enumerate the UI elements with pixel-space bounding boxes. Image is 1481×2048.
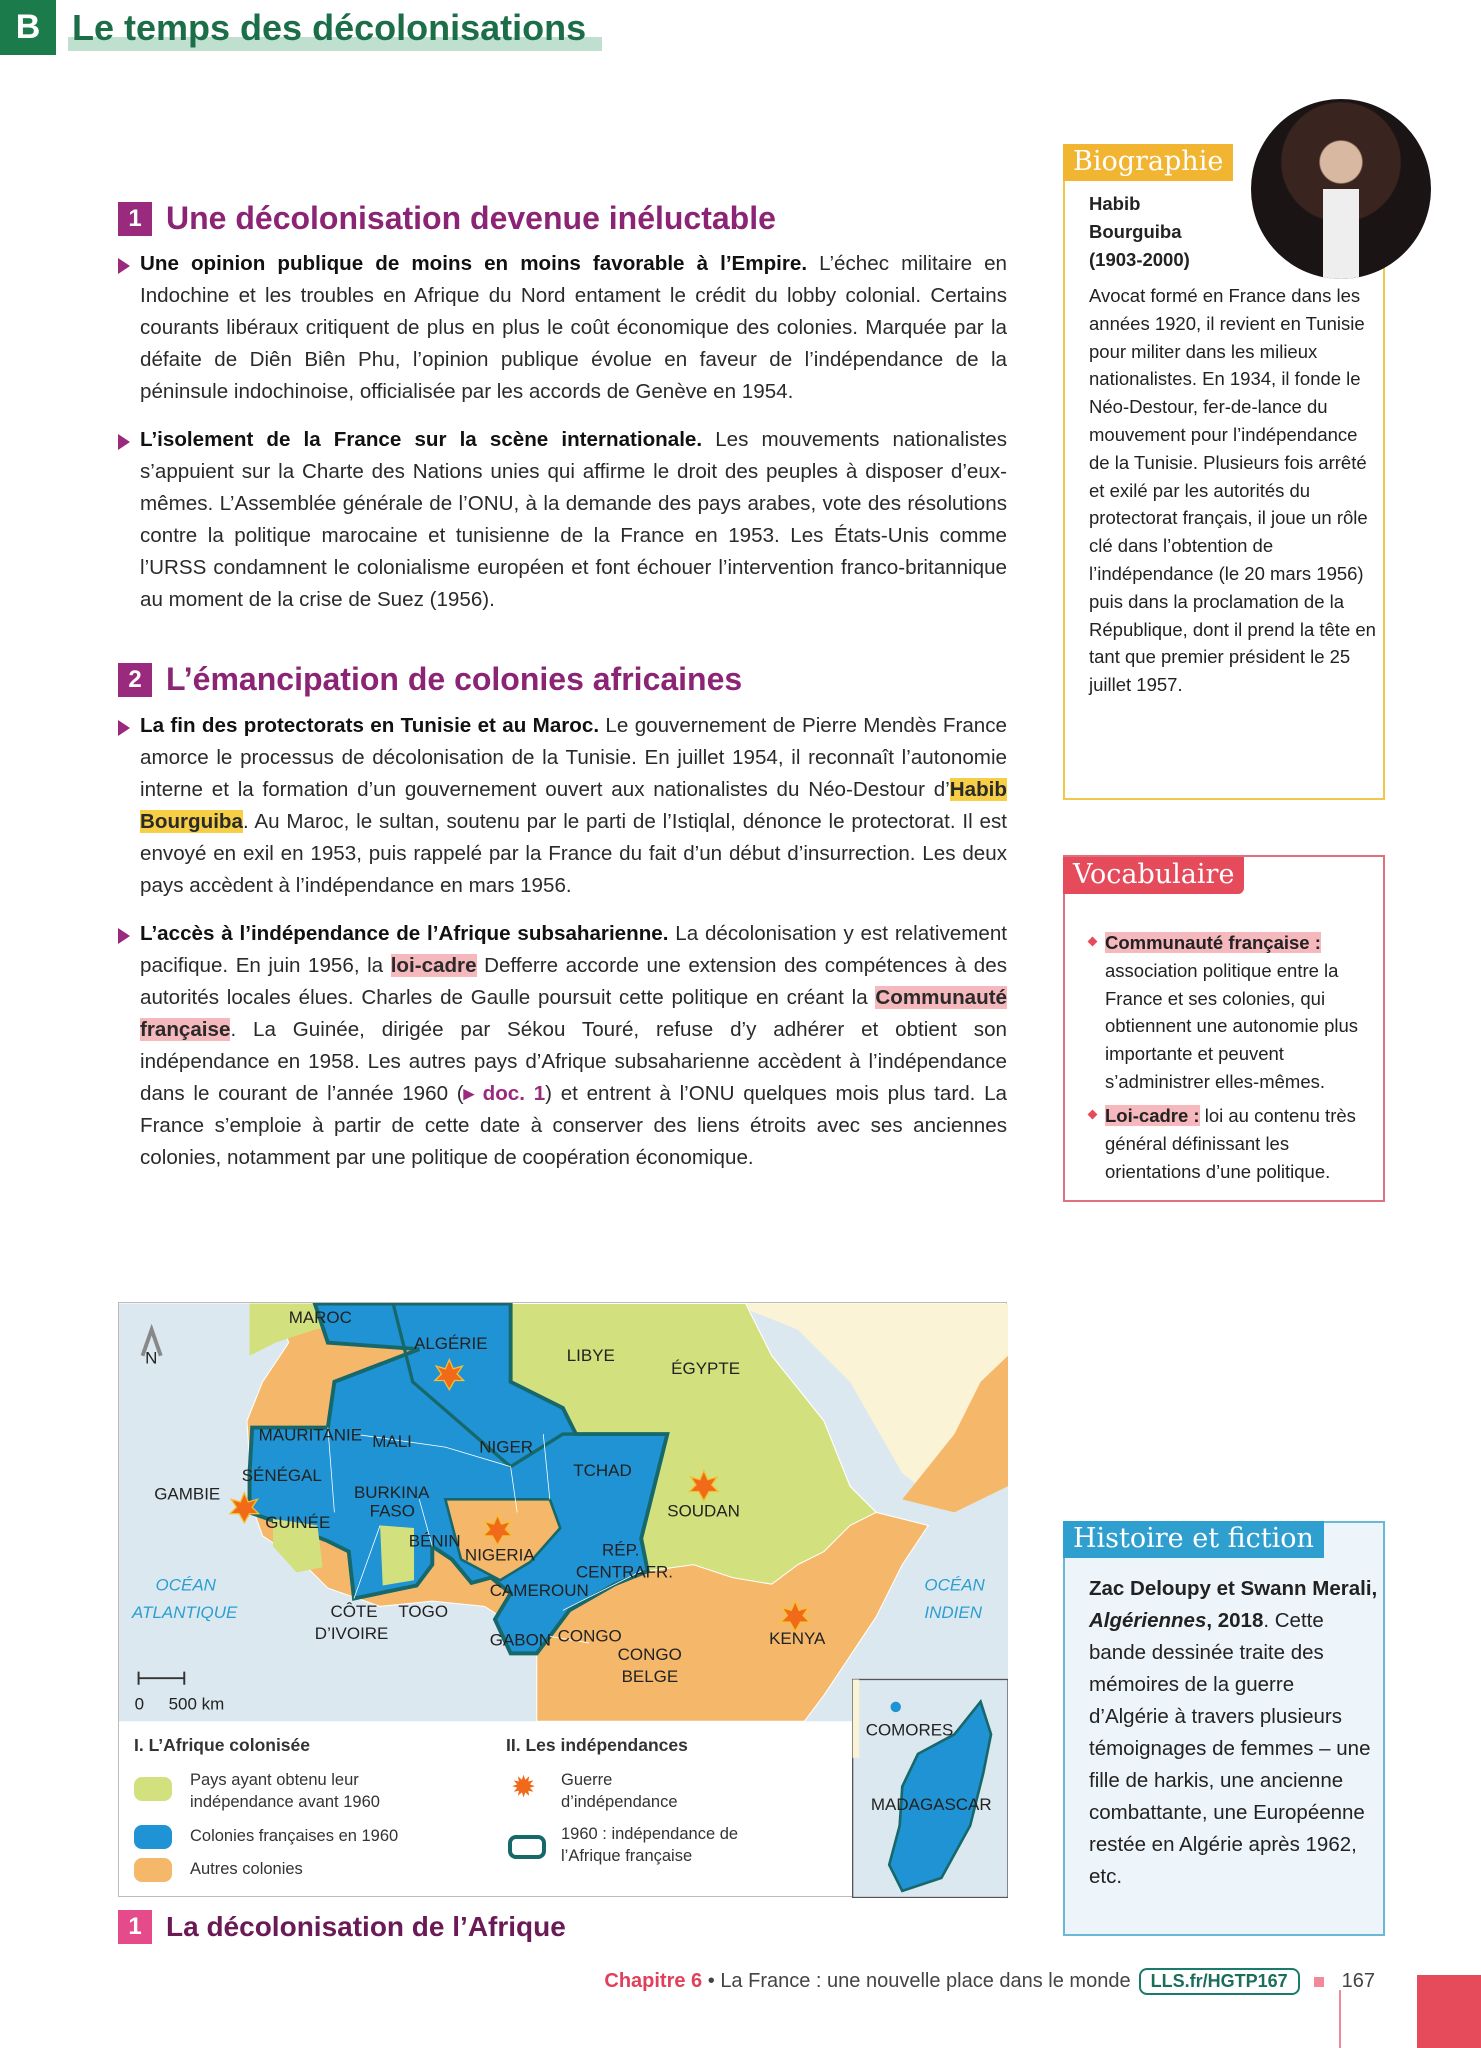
svg-text:COMORES: COMORES <box>865 1720 954 1740</box>
svg-text:GAMBIE: GAMBIE <box>154 1484 221 1504</box>
paragraph-text: ) et entrent à l’ONU quelques mois plus tard. La France s’emploie à partir de cette date à conserver des liens étroits avec ses anciennes colonies, notamment par une politique de coopération économique. <box>140 1082 1007 1169</box>
svg-text:ALGÉRIE: ALGÉRIE <box>414 1334 488 1354</box>
svg-text:CÔTE: CÔTE <box>330 1601 378 1621</box>
vocab-term: Loi-cadre : <box>1105 1105 1200 1126</box>
paragraph-lead: L’accès à l’indépendance de l’Afrique subsaharienne. <box>140 922 669 945</box>
footer-link[interactable]: LLS.fr/HGTP167 <box>1139 1968 1300 1995</box>
legend-heading-independences: II. Les indépendances <box>506 1735 688 1755</box>
section-2-heading <box>118 661 742 698</box>
vocab-loi-cadre-link[interactable]: loi-cadre <box>390 954 477 977</box>
history-fiction-tag: Histoire et fiction <box>1063 1521 1324 1558</box>
highlight-bourguiba-link[interactable]: Habib Bourguiba <box>140 778 1007 833</box>
footer-divider <box>1339 1990 1341 2048</box>
paragraph-text: Les mouvements nationalistes s’appuient sur la Charte des Nations unies qui affirme le droit des peuples à disposer d’eux-mêmes. L’Assemblée générale de l’ONU, à la demande des pays arabes, vote des résolutions contre la politique marocaine et tunisienne de la France en 1953. Les États-Unis comme l’URSS condamnent le colonialisme européen et font échouer l’intervention franco-britannique au moment de la crise de Suez (1956). <box>140 428 1007 611</box>
bullet-icon <box>118 434 130 450</box>
diamond-icon <box>1088 1110 1098 1120</box>
legend-item: Pays ayant obtenu leur indépendance avant 1960 <box>190 1771 380 1811</box>
svg-text:N: N <box>145 1348 158 1368</box>
vocabulary-box <box>1063 855 1385 1202</box>
legend-item: Colonies françaises en 1960 <box>190 1827 399 1845</box>
paragraph-text: . Au Maroc, le sultan, soutenu par le parti de l’Istiqlal, dénonce le protectorat. Il est envoyé en exil en 1953, puis rappelé par la France du fait d’un début d’insurrection. Les deux pays accèdent à l’indépendance en mars 1956. <box>140 810 1007 897</box>
vocab-communaute-link[interactable]: Communauté française <box>140 986 1007 1041</box>
paragraph-lead: La fin des protectorats en Tunisie et au Maroc. <box>140 714 600 737</box>
paragraph-text: L’échec militaire en Indochine et les troubles en Afrique du Nord entament le crédit du lobby colonial. Certains courants libéraux critiquent de plus en plus le coût économique des colonies. Marquée par la défaite de Diên Biên Phu, l’opinion publique évolue en faveur de l’indépendance de la péninsule indochinoise, officialisée par les accords de Genève en 1954. <box>140 252 1007 403</box>
legend-heading-colonized: I. L’Afrique colonisée <box>134 1735 311 1755</box>
war-star-icon: ✹ <box>511 1771 537 1804</box>
svg-text:FASO: FASO <box>369 1501 415 1521</box>
paragraph-isolation <box>140 424 1007 616</box>
page-number: 167 <box>1341 1970 1375 1992</box>
vocab-item <box>1105 1102 1375 1185</box>
biography-box <box>1063 144 1385 800</box>
svg-text:BURKINA: BURKINA <box>353 1483 430 1503</box>
svg-text:SÉNÉGAL: SÉNÉGAL <box>241 1466 322 1486</box>
svg-text:CONGO: CONGO <box>617 1644 682 1664</box>
svg-text:D’IVOIRE: D’IVOIRE <box>314 1624 389 1644</box>
section-b-heading <box>0 0 1481 55</box>
section-letter: B <box>0 0 56 55</box>
svg-text:MADAGASCAR: MADAGASCAR <box>870 1795 992 1815</box>
paragraph-text: La décolonisation y est relativement pacifique. En juin 1956, la <box>140 922 1007 977</box>
history-fiction-box <box>1063 1521 1385 1936</box>
svg-text:BÉNIN: BÉNIN <box>408 1531 461 1551</box>
paragraph-subsaharan <box>140 918 1007 1174</box>
bullet-icon <box>118 258 130 274</box>
svg-text:RÉP.: RÉP. <box>602 1540 640 1560</box>
diamond-icon <box>1088 937 1098 947</box>
africa-decolonization-map <box>118 1302 1007 1897</box>
footer-separator: • <box>702 1970 721 1992</box>
paragraph-lead: Une opinion publique de moins en moins favorable à l’Empire. <box>140 252 808 275</box>
svg-text:0: 0 <box>134 1694 145 1714</box>
legend-item: Guerre d’indépendance <box>561 1771 678 1811</box>
svg-text:INDIEN: INDIEN <box>924 1603 982 1623</box>
paragraph-text: Defferre accorde une extension des compétences à des autorités locales élues. Charles de Gaulle poursuit cette politique en créant la <box>140 954 1008 1009</box>
paragraph-public-opinion <box>140 248 1007 408</box>
paragraph-lead: L’isolement de la France sur la scène internationale. <box>140 428 703 451</box>
vocab-definition: loi au contenu très général définissant les orientations d’une politique. <box>1105 1105 1356 1182</box>
svg-text:LIBYE: LIBYE <box>566 1345 615 1365</box>
svg-text:TCHAD: TCHAD <box>573 1460 632 1480</box>
svg-text:CONGO: CONGO <box>557 1626 622 1646</box>
caption-title: La décolonisation de l’Afrique <box>166 1911 566 1942</box>
paragraph-protectorates <box>140 710 1007 902</box>
svg-text:GABON: GABON <box>489 1630 552 1650</box>
section-number: 2 <box>118 663 152 697</box>
caption-number: 1 <box>118 1910 152 1944</box>
legend-item: 1960 : indépendance de l’Afrique française <box>561 1825 739 1865</box>
page-corner-tab <box>1417 1975 1481 2048</box>
paragraph-text: . La Guinée, dirigée par Sékou Touré, refuse d’y adhérer et obtient son indépendance en 1958. Les autres pays d’Afrique subsaharienne accèdent à l’indépendance dans le courant de l’année 1960 ( <box>140 1018 1007 1105</box>
footer-chapter-title: La France : une nouvelle place dans le monde <box>720 1970 1131 1992</box>
footer-marker <box>1314 1977 1324 1987</box>
svg-text:ÉGYPTE: ÉGYPTE <box>671 1359 741 1379</box>
page-footer <box>604 1968 1375 1995</box>
svg-text:MAROC: MAROC <box>288 1308 352 1328</box>
svg-text:CAMEROUN: CAMEROUN <box>489 1580 589 1600</box>
bullet-icon <box>118 928 130 944</box>
legend-item: Autres colonies <box>190 1860 303 1878</box>
svg-text:500 km: 500 km <box>168 1694 225 1714</box>
section-title: Une décolonisation devenue inéluctable <box>166 200 776 236</box>
vocab-term: Communauté française : <box>1105 932 1321 953</box>
madagascar-inset <box>853 1679 1008 1897</box>
vocab-definition: association politique entre la France et ses colonies, qui obtiennent une autonomie plus importante et peuvent s’administrer elles-mêmes. <box>1105 959 1359 1092</box>
section-title: L’émancipation de colonies africaines <box>166 661 743 697</box>
svg-text:CENTRAFR.: CENTRAFR. <box>575 1562 674 1582</box>
svg-text:OCÉAN: OCÉAN <box>155 1575 216 1595</box>
legend-swatch-blue <box>134 1825 172 1849</box>
vocab-item <box>1105 929 1375 1096</box>
svg-text:GUINÉE: GUINÉE <box>265 1513 331 1533</box>
svg-text:ATLANTIQUE: ATLANTIQUE <box>132 1603 238 1623</box>
doc-reference-link[interactable]: ▸ doc. 1 <box>463 1082 546 1105</box>
svg-text:TOGO: TOGO <box>398 1601 449 1621</box>
section-1-heading <box>118 200 776 237</box>
section-number: 1 <box>118 202 152 236</box>
footer-chapter: Chapitre 6 <box>604 1970 703 1992</box>
paragraph-text: Le gouvernement de Pierre Mendès France amorce le processus de décolonisation de la Tunisie. En juillet 1954, il reconnaît l’autonomie interne et la formation d’un gouvernement ouvert aux nationalistes du Néo-Destour d’ <box>140 714 1008 801</box>
svg-text:MALI: MALI <box>372 1432 412 1452</box>
legend-swatch-orange <box>134 1858 172 1882</box>
bullet-icon <box>118 720 130 736</box>
map-caption <box>118 1910 566 1944</box>
biography-tag: Biographie <box>1063 144 1233 181</box>
history-fiction-text: Zac Deloupy et Swann Merali, Algériennes, 2018. Cette bande dessinée traite des mémoires de la guerre d’Algérie à travers plusieurs témoignages de femmes – une fille de harkis, une ancienne combattante, une Européenne restée en Algérie après 1962, etc. <box>1089 1577 1378 1888</box>
svg-text:KENYA: KENYA <box>769 1629 826 1649</box>
svg-text:SOUDAN: SOUDAN <box>667 1501 740 1521</box>
svg-text:MAURITANIE: MAURITANIE <box>258 1425 363 1445</box>
vocabulary-tag: Vocabulaire <box>1063 857 1244 894</box>
svg-text:BELGE: BELGE <box>621 1667 679 1687</box>
svg-text:NIGERIA: NIGERIA <box>464 1545 535 1565</box>
svg-text:NIGER: NIGER <box>479 1437 534 1457</box>
biography-name: Habib Bourguiba (1903-2000) <box>1089 193 1190 270</box>
svg-text:OCÉAN: OCÉAN <box>924 1575 985 1595</box>
biography-text: Avocat formé en France dans les années 1920, il revient en Tunisie pour militer dans les milieux nationalistes. En 1934, il fonde le Néo-Destour, fer-de-lance du mouvement pour l’indépendance de la Tunisie. Plusieurs fois arrêté et exilé par les autorités du protectorat français, il joue un rôle clé dans l’obtention de l’indépendance (le 20 mars 1956) puis dans la proclamation de la République, dont il prend la tête en tant que premier président le 25 juillet 1957. <box>1089 285 1376 696</box>
page-title: Le temps des décolonisations <box>72 7 600 49</box>
bourguiba-portrait <box>1251 99 1431 279</box>
legend-swatch-outline <box>508 1835 546 1859</box>
legend-swatch-green <box>134 1777 172 1801</box>
